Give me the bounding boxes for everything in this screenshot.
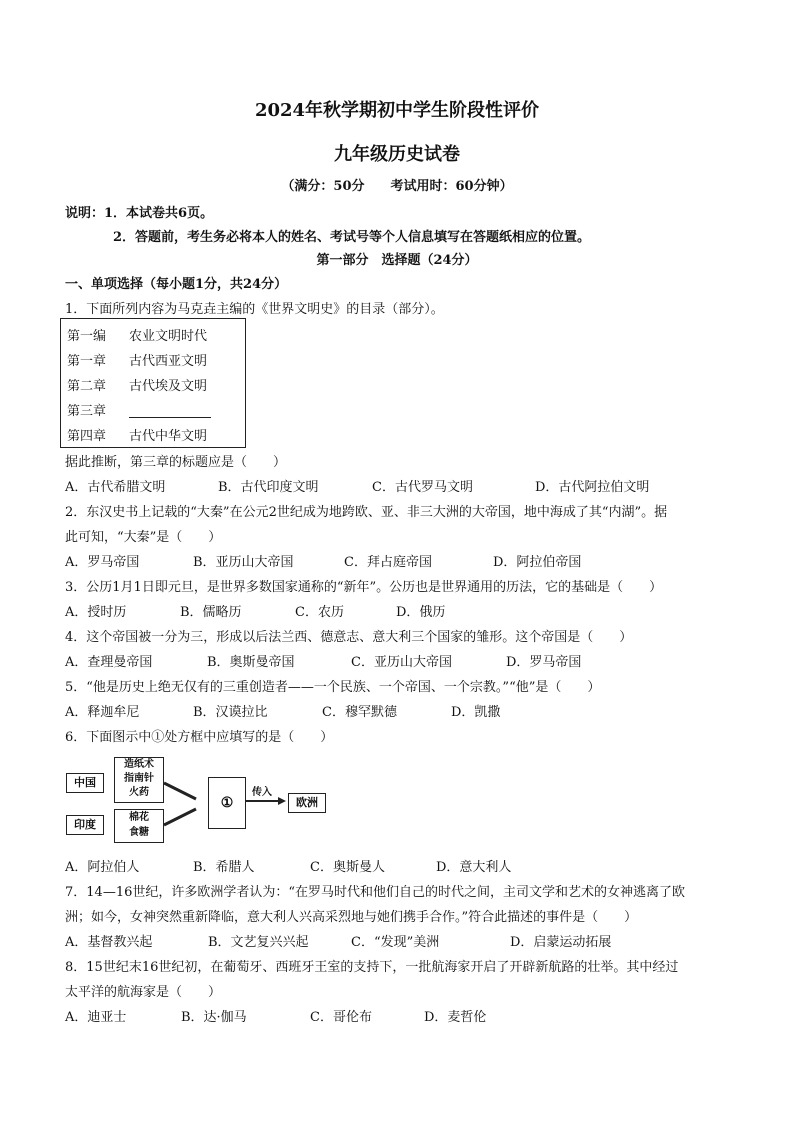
section-title: 一、单项选择（每小题1分，共24分）	[65, 277, 288, 292]
question-8-option-b: B．达·伽马	[181, 1010, 247, 1025]
question-1-option-a: A．古代希腊文明	[65, 480, 166, 495]
toc-value: 古代西亚文明	[129, 354, 208, 369]
china-item: 造纸术	[124, 759, 154, 770]
question-2-option-a: A．罗马帝国	[65, 555, 140, 570]
question-4-option-b: B．奥斯曼帝国	[207, 655, 295, 670]
exam-info: （满分：50分 考试用时：60分钟）	[281, 179, 513, 194]
question-1-option-d: D．古代阿拉伯文明	[535, 480, 650, 495]
question-2-option-d: D．阿拉伯帝国	[493, 555, 582, 570]
toc-value: 古代中华文明	[129, 429, 208, 444]
question-4-option-d: D．罗马帝国	[506, 655, 582, 670]
question-4-option-c: C．亚历山大帝国	[351, 655, 452, 670]
question-3-option-a: A．授时历	[65, 605, 127, 620]
toc-key: 第一编	[67, 329, 107, 344]
question-6-option-c: C．奥斯曼人	[310, 860, 385, 875]
china-box: 中国	[66, 773, 104, 793]
blank-box-1: ①	[208, 777, 246, 829]
question-5-option-a: A．释迦牟尼	[65, 705, 140, 720]
exam-title: 2024年秋学期初中学生阶段性评价	[254, 100, 540, 121]
question-4-option-a: A．查理曼帝国	[65, 655, 153, 670]
question-8-stem-cont: 太平洋的航海家是（ ）	[65, 985, 222, 1000]
toc-row	[67, 325, 207, 344]
india-item: 食糖	[129, 827, 149, 838]
china-item: 指南针	[124, 773, 154, 784]
question-6-stem: 6．下面图示中①处方框中应填写的是（ ）	[65, 730, 334, 745]
question-2-option-c: C．拜占庭帝国	[344, 555, 432, 570]
question-5-option-b: B．汉谟拉比	[193, 705, 268, 720]
instruction-line-1: 说明：1．本试卷共6页。	[65, 206, 214, 221]
question-7-stem-cont: 洲；如今，女神突然重新降临，意大利人兴高采烈地与她们携手合作。”符合此描述的事件是（ ）	[65, 910, 638, 925]
india-item: 棉花	[129, 812, 149, 823]
question-1-option-b: B．古代印度文明	[218, 480, 319, 495]
question-8-option-a: A．迪亚士	[65, 1010, 127, 1025]
toc-blank	[129, 405, 211, 418]
toc-row	[67, 350, 207, 369]
question-8-option-d: D．麦哲伦	[424, 1010, 487, 1025]
question-6-option-a: A．阿拉伯人	[65, 860, 140, 875]
toc-box	[60, 318, 246, 448]
question-7-option-b: B．文艺复兴兴起	[208, 935, 309, 950]
question-3-option-d: D．俄历	[396, 605, 446, 620]
toc-row	[67, 425, 207, 444]
question-1-option-c: C．古代罗马文明	[372, 480, 473, 495]
china-item: 火药	[129, 787, 149, 798]
question-6-option-d: D．意大利人	[436, 860, 512, 875]
arrow-head	[278, 797, 286, 805]
india-items-box	[114, 809, 164, 843]
question-7-option-a: A．基督教兴起	[65, 935, 153, 950]
question-2-stem-cont: 此可知，“大秦”是（ ）	[65, 530, 222, 545]
question-6-option-b: B．希腊人	[193, 860, 255, 875]
part-title: 第一部分 选择题（24分）	[316, 253, 478, 268]
question-7-option-c: C．“发现”美洲	[351, 935, 440, 950]
connector-line	[164, 809, 196, 825]
question-5-stem: 5．“他是历史上绝无仅有的三重创造者——一个民族、一个帝国、一个宗教。”“他”是（ ）	[65, 680, 601, 695]
question-8-option-c: C．哥伦布	[310, 1010, 372, 1025]
arrow-label: 传入	[252, 787, 272, 798]
question-1-after: 据此推断，第三章的标题应是（ ）	[65, 455, 287, 470]
question-4-stem: 4．这个帝国被一分为三，形成以后法兰西、德意志、意大利三个国家的雏形。这个帝国是（ ）	[65, 630, 633, 645]
question-5-option-c: C．穆罕默德	[322, 705, 397, 720]
question-3-stem: 3．公历1月1日即元旦，是世界多数国家通称的“新年”。公历也是世界通用的历法，它的基础是（ ）	[65, 580, 663, 595]
question-2-stem: 2．东汉史书上记载的“大秦”在公元2世纪成为地跨欧、亚、非三大洲的大帝国，地中海成了其“内湖”。据	[65, 505, 668, 520]
europe-box: 欧洲	[288, 793, 326, 813]
india-box: 印度	[66, 815, 104, 835]
toc-key: 第三章	[67, 404, 107, 419]
toc-key: 第二章	[67, 379, 107, 394]
toc-row	[67, 375, 207, 394]
connector-line	[164, 783, 196, 799]
trade-diagram	[60, 755, 330, 847]
question-8-stem: 8．15世纪末16世纪初，在葡萄牙、西班牙王室的支持下，一批航海家开启了开辟新航路的壮举。其中经过	[65, 960, 679, 975]
question-3-option-c: C．农历	[295, 605, 344, 620]
exam-subtitle: 九年级历史试卷	[334, 144, 460, 165]
toc-row	[67, 400, 211, 419]
question-2-option-b: B．亚历山大帝国	[193, 555, 294, 570]
toc-value: 农业文明时代	[129, 329, 208, 344]
toc-value: 古代埃及文明	[129, 379, 208, 394]
question-3-option-b: B．儒略历	[180, 605, 242, 620]
question-7-option-d: D．启蒙运动拓展	[510, 935, 612, 950]
china-items-box	[114, 757, 164, 803]
toc-key: 第一章	[67, 354, 107, 369]
question-5-option-d: D．凯撒	[451, 705, 501, 720]
instruction-line-2: 2．答题前，考生务必将本人的姓名、考试号等个人信息填写在答题纸相应的位置。	[113, 230, 591, 245]
question-7-stem: 7．14—16世纪，许多欧洲学者认为：“在罗马时代和他们自己的时代之间，主司文学和艺术的女神逃离了欧	[65, 885, 686, 900]
toc-key: 第四章	[67, 429, 107, 444]
question-1-stem: 1．下面所列内容为马克垚主编的《世界文明史》的目录（部分）。	[65, 302, 444, 317]
